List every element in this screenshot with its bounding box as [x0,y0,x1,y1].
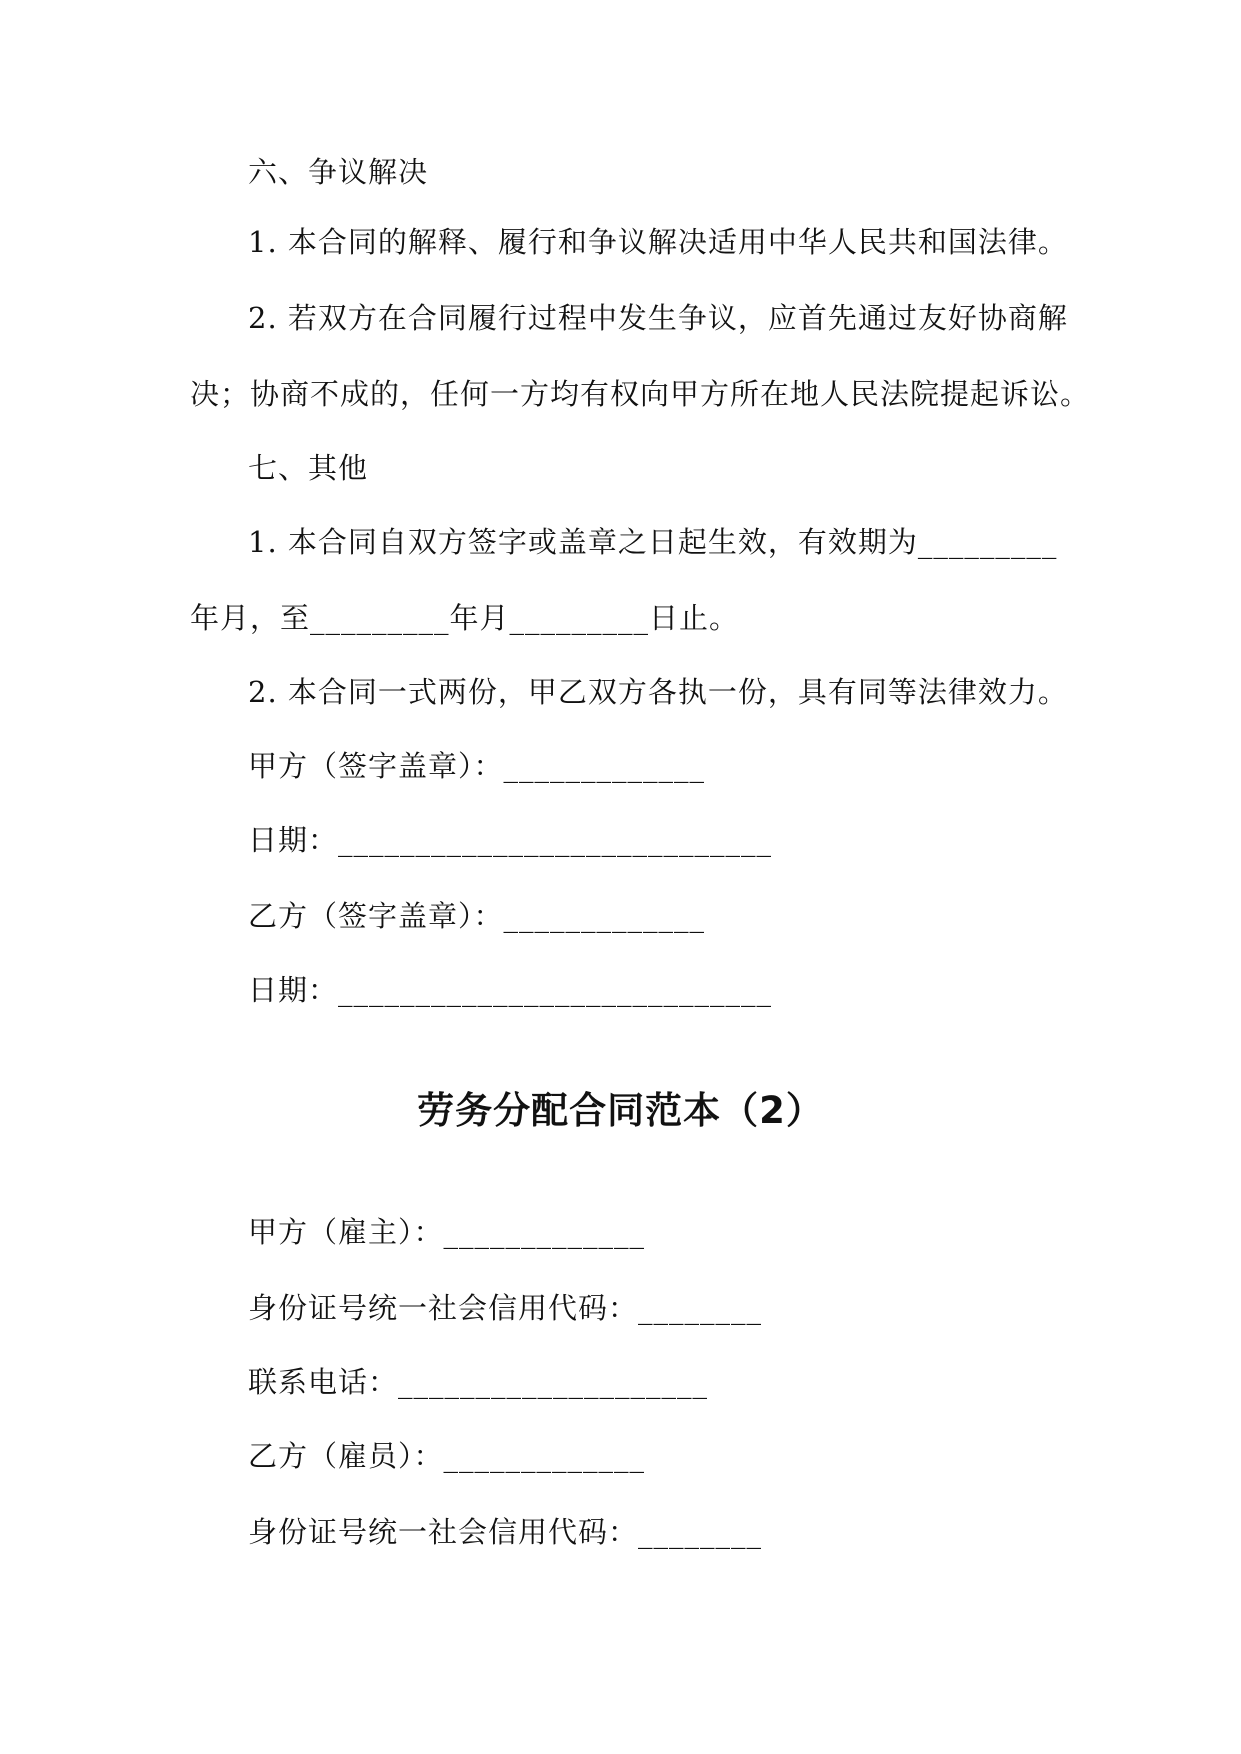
section6-item2-line2: 决；协商不成的，任何一方均有权向甲方所在地人民法院提起诉讼。 [190,377,1091,411]
employer-id-field: 身份证号统一社会信用代码：________ [248,1291,763,1325]
section6-item2-line1: 2. 若双方在合同履行过程中发生争议，应首先通过友好协商解 [248,301,1068,335]
section7-item2: 2. 本合同一式两份，甲乙双方各执一份，具有同等法律效力。 [248,675,1068,709]
section6-item1: 1. 本合同的解释、履行和争议解决适用中华人民共和国法律。 [248,225,1068,259]
employer-field: 甲方（雇主）：_____________ [248,1215,646,1249]
party-a-date: 日期：____________________________ [248,823,773,857]
section7-item1-line2: 年月，至_________年月_________日止。 [190,601,740,635]
section6-heading: 六、争议解决 [248,155,429,189]
employee-field: 乙方（雇员）：_____________ [248,1439,646,1473]
party-b-signature: 乙方（签字盖章）：_____________ [248,899,706,933]
party-b-date: 日期：____________________________ [248,973,773,1007]
party-a-signature: 甲方（签字盖章）：_____________ [248,749,706,783]
phone-field: 联系电话：____________________ [248,1365,709,1399]
contract2-title: 劳务分配合同范本（2） [417,1089,824,1132]
employee-id-field: 身份证号统一社会信用代码：________ [248,1515,763,1549]
section7-item1-line1: 1. 本合同自双方签字或盖章之日起生效，有效期为_________ [248,525,1058,559]
section7-heading: 七、其他 [248,451,369,485]
